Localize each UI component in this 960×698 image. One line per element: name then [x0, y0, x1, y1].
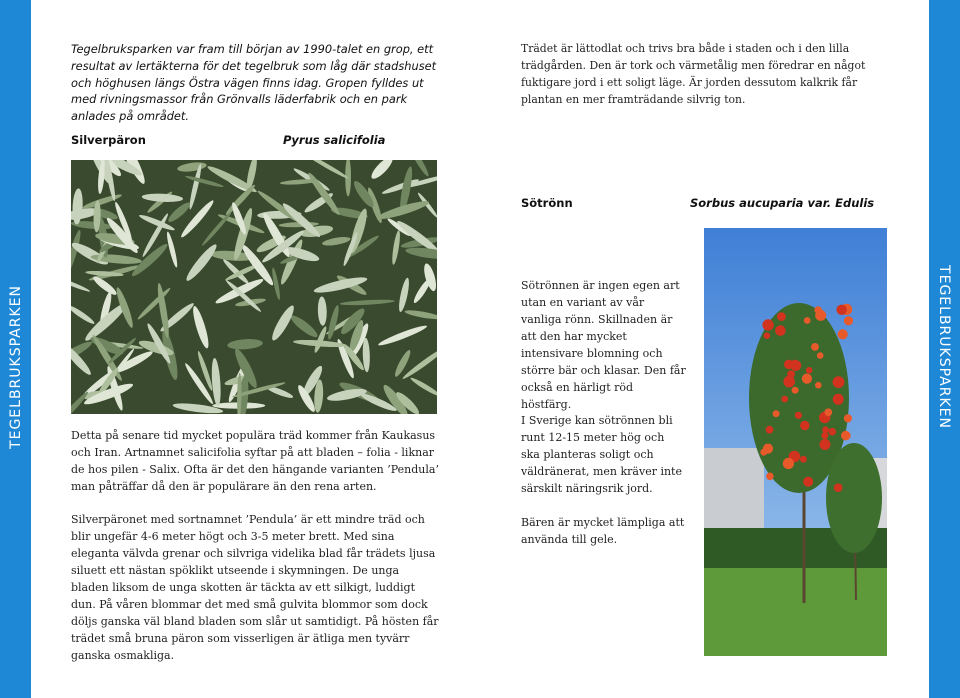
side-label-left: TEGELBRUKSPARKEN [8, 285, 24, 449]
sotronn-photo [704, 228, 887, 656]
silverparon-paragraph-1: Detta på senare tid mycket populära träd kommer från Kaukasus och Iran. Artnamnet salicifolia syftar på att bladen – folia - liknar de hos pilen - Salix. Ofta är det den hängande varianten ’Pendula’ man påträffar då den är populärare än den rena arten. [71, 429, 439, 493]
silverparon-paragraph-2: Silverpäronet med sortnamnet ’Pendula’ är ett mindre träd och blir ungefär 4-6 meter högt och 3-5 meter brett. Med sina eleganta välvda grenar och silvriga videlika blad får trädets ljusa siluett ett nästan spöklikt utseende i skymningen. De unga bladen liksom de unga skotten är täckta av ett silkigt, luddigt dun. På våren blommar det med små gulvita blommor som dock döljs ganska väl bland bladen som slår ut samtidigt. På hösten får trädet små bruna päron som visserligen är ätliga men tyvärr ganska osmakliga. [71, 513, 439, 662]
sotronn-paragraph-1: Sötrönnen är ingen egen art utan en variant av vår vanliga rönn. Skillnaden är att den har mycket intensivare blomning och större bär och klasar. Den får också en härligt röd höstfärg. [521, 279, 686, 411]
sotronn-paragraph-2: I Sverige kan sötrönnen bli runt 12-15 meter hög och ska planteras soligt och väldränerat, men kräver inte särskilt näringsrik jord. [521, 414, 682, 495]
sotronn-heading: Sötrönn [521, 196, 573, 210]
side-label-right: TEGELBRUKSPARKEN [936, 265, 952, 429]
intro-text: Tegelbruksparken var fram till början av 1990-talet en grop, ett resultat av lertäkterna för det tegelbruk som låg där stadshuset och höghusen längs Östra vägen finns idag. Gropen fylldes ut med rivningsmassor från Grönvalls läderfabrik och en park anlades på området. [71, 42, 437, 124]
silverparon-heading: Silverpäron [71, 133, 146, 147]
cultivation-text: Trädet är lättodlat och trivs bra både i staden och i den lilla trädgården. Den är tork och värmetålig men föredrar en något fuktigare jord i ett soligt läge. Är jorden dessutom kalkrik får plantan en mer framträdande silvrig ton. [521, 42, 866, 106]
silverparon-photo [71, 160, 437, 414]
sotronn-latin-name: Sorbus aucuparia var. Edulis [690, 196, 875, 210]
silverparon-latin-name: Pyrus salicifolia [283, 133, 386, 147]
sotronn-paragraph-3: Bären är mycket lämpliga att använda till gele. [521, 516, 685, 546]
